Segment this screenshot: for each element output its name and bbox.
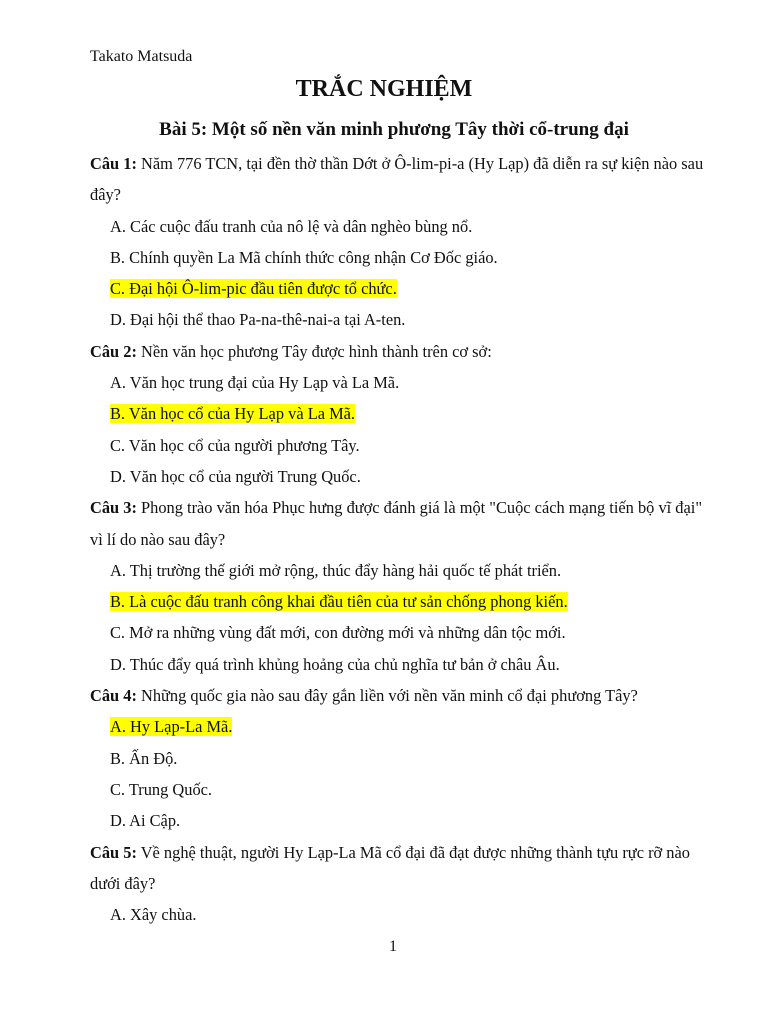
highlighted-answer: B. Văn học cổ của Hy Lạp và La Mã. [110,404,356,424]
option-text: D. Đại hội thể thao Pa-na-thê-nai-a tại A-ten. [110,310,406,330]
option-text: A. Các cuộc đấu tranh của nô lệ và dân nghèo bùng nổ. [110,216,473,236]
option-b-answer [110,586,710,617]
quiz-content [90,148,710,930]
question-2 [90,336,710,367]
question-text: Những quốc gia nào sau đây gắn liền với nền văn minh cổ đại phương Tây? [141,686,638,706]
highlighted-answer: A. Hy Lạp-La Mã. [110,717,233,737]
question-label: Câu 2: [90,341,137,361]
author-name: Takato Matsuda [90,48,193,65]
option-a [110,211,710,242]
option-text: C. Trung Quốc. [110,779,213,799]
question-label: Câu 4: [90,686,137,706]
question-label: Câu 5: [90,842,137,862]
option-text: D. Văn học cổ của người Trung Quốc. [110,466,361,486]
option-b [110,743,710,774]
option-text: C. Mở ra những vùng đất mới, con đường mới và những dân tộc mới. [110,623,566,643]
option-c [110,430,710,461]
option-text: D. Thúc đẩy quá trình khủng hoảng của chủ nghĩa tư bản ở châu Âu. [110,654,560,674]
option-text: D. Ai Cập. [110,811,181,831]
question-text: Nền văn học phương Tây được hình thành trên cơ sở: [141,341,492,361]
option-text: A. Xây chùa. [110,905,197,925]
option-c [110,774,710,805]
option-c [110,617,710,648]
option-c-answer [110,273,710,304]
option-b [110,242,710,273]
option-text: C. Văn học cổ của người phương Tây. [110,435,360,455]
option-a-answer [110,711,710,742]
option-b-answer [110,398,710,429]
question-3 [90,492,710,555]
option-d [110,805,710,836]
question-text: Về nghệ thuật, người Hy Lạp-La Mã cổ đại đã đạt được những thành tựu rực rỡ nào dưới đây? [90,842,690,893]
question-5 [90,837,710,900]
option-a [110,367,710,398]
page-title: TRẮC NGHIỆM [295,76,473,102]
option-text: B. Chính quyền La Mã chính thức công nhận Cơ Đốc giáo. [110,247,498,267]
question-text: Năm 776 TCN, tại đền thờ thần Dớt ở Ô-lim-pi-a (Hy Lạp) đã diễn ra sự kiện nào sau đây? [90,154,704,205]
option-text: A. Văn học trung đại của Hy Lạp và La Mã. [110,373,400,393]
option-text: B. Ấn Độ. [110,748,178,768]
option-text: A. Thị trường thế giới mở rộng, thúc đẩy hàng hải quốc tế phát triển. [110,560,562,580]
page-number: 1 [389,938,397,955]
question-4 [90,680,710,711]
question-label: Câu 1: [90,154,137,173]
lesson-subtitle: Bài 5: Một số nền văn minh phương Tây thời cổ-trung đại [159,119,629,140]
option-a [110,555,710,586]
highlighted-answer: B. Là cuộc đấu tranh công khai đầu tiên của tư sản chống phong kiến. [110,592,568,612]
question-label: Câu 3: [90,498,137,518]
question-text: Phong trào văn hóa Phục hưng được đánh giá là một "Cuộc cách mạng tiến bộ vĩ đại" vì lí do nào sau đây? [90,498,703,549]
option-d [110,461,710,492]
highlighted-answer: C. Đại hội Ô-lim-pic đầu tiên được tổ chức. [110,279,397,299]
option-d [110,649,710,680]
option-a [110,899,710,930]
question-1 [90,148,710,211]
option-d [110,304,710,335]
